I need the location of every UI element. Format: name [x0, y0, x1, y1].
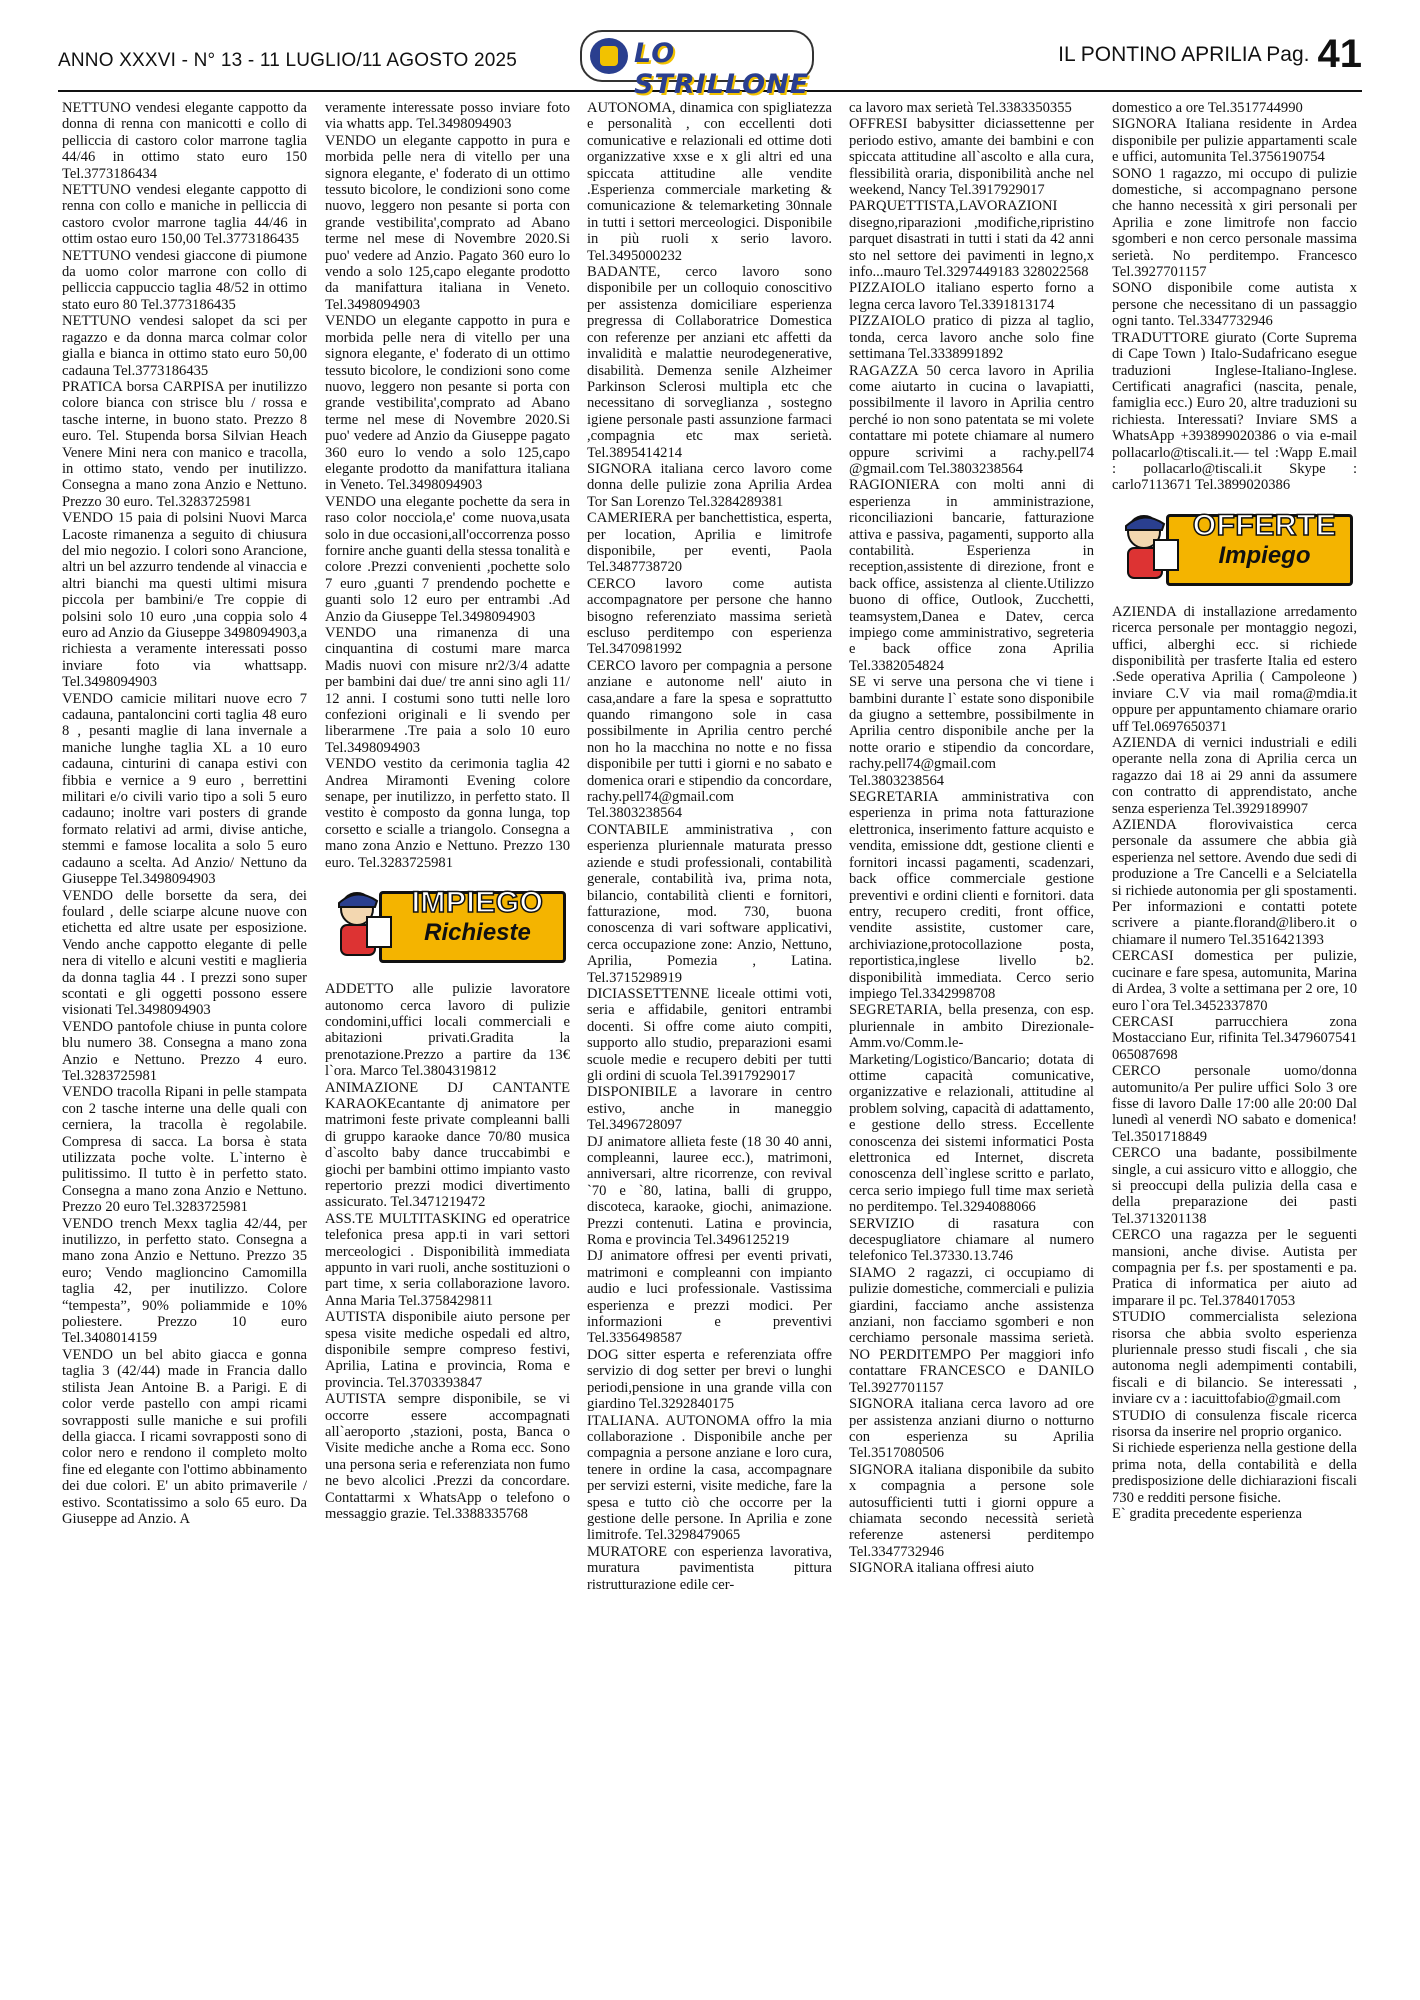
classified-ad: PRATICA borsa CARPISA per inutilizzo colore bianca con strisce blu / rossa e tasche interne, in buono stato. Prezzo 8 euro. Tel. Stupenda borsa Silvian Heach Venere Mini nera con manico e tracolla, in ottimo stato, vendo per inutilizzo. Consegna a mano zona Anzio e Nettuno. Prezzo 30 euro. Tel.3283725981	[62, 378, 307, 510]
classified-ad: VENDO pantofole chiuse in punta colore blu numero 38. Consegna a mano zona Anzio e Nettuno. Prezzo 4 euro. Tel.3283725981	[62, 1018, 307, 1084]
classified-ad: VENDO trench Mexx taglia 42/44, per inutilizzo, in perfetto stato. Consegna a mano zona Anzio e Nettuno. Prezzo 35 euro; Vendo maglioncino Camomilla taglia 42, per inutilizzo. Colore “tempesta”, 90% poliammide e 10% poliestere. Prezzo 10 euro Tel.3408014159	[62, 1215, 307, 1347]
column-3	[587, 100, 832, 1593]
classified-ad: CERCASI parrucchiera zona Mostacciano Eur, rifinita Tel.3479607541 065087698	[1112, 1013, 1357, 1063]
classified-ad: AZIENDA florovivaistica cerca personale da assumere che abbia già esperienza nel settore. Avendo due sedi di produzione a Tre Cancelli e a Selciatella si richiede autonomia per gli spostamenti. Per informazioni e contatti potete scrivere a piante.florand@libero.it o chiamare il numero Tel.3516421393	[1112, 817, 1357, 948]
classified-ad: NETTUNO vendesi salopet da sci per ragazzo e da donna marca colmar color gialla e bianca in ottimo stato euro 50,00 cadauna Tel.3773186435	[62, 313, 307, 379]
classified-ad: PIZZAIOLO pratico di pizza al taglio, tonda, cerca lavoro anche solo fine settimana Tel.3338991892	[849, 313, 1094, 363]
classified-ad: DOG sitter esperta e referenziata offre servizio di dog setter per brevi o lunghi periodi,pensione in una grande villa con giardino Tel.3292840175	[587, 1346, 832, 1413]
classified-ad: domestico a ore Tel.3517744990	[1112, 100, 1303, 116]
logo-text: LO STRILLONE	[634, 38, 810, 100]
classified-ad: TRADUTTORE giurato (Corte Suprema di Cape Town ) Italo-Sudafricano esegue traduzioni Inglese-Italiano-Inglese. Certificati anagrafici (nascita, penale, famiglia ecc.) Euro 20, altre traduzioni su richiesta. Interessati? Inviare SMS a WhatsApp +393899020386 o via e-mail pollacarlo@tiscali.it.— tel :Wapp E.mail : pollacarlo@tiscali.it Skype : carlo7113671 Tel.3899020386	[1112, 329, 1357, 494]
column-2	[325, 100, 570, 1523]
page-header	[58, 20, 1362, 100]
classified-ad: AZIENDA di vernici industriali e edili operante nella zona di Aprilia cerca un ragazzo dai 18 ai 29 anni da assumere con contratto di apprendistato, anche senza esperienza Tel.3929189907	[1112, 735, 1357, 817]
classified-ad: veramente interessate posso inviare foto via whatts app. Tel.3498094903	[325, 100, 570, 133]
ads-list	[849, 100, 1094, 1577]
ads-list	[325, 100, 570, 871]
classified-ad: SONO disponibile come autista x persone che necessitano di un passaggio ogni tanto. Tel.3347732946	[1112, 280, 1357, 330]
column-1	[62, 100, 307, 1527]
classified-ad: SEGRETARIA, bella presenza, con esp. pluriennale in ambito Direzionale-Amm.vo/Comm.le-Marketing/Logistico/Bancario; dotata di ottime capacità comunicative, organizzative e relazionali, attitudine al problem solving, capacità di adattamento, e gestione dello stress. Eccellente conoscenza dei sistemi informatici Posta elettronica ed Internet, discreta conoscenza dell`inglese scritto e parlato, cerca serio impiego full time max serietà no perditempo. Tel.3294088066	[849, 1002, 1094, 1216]
classified-ad: NETTUNO vendesi elegante cappotto da donna di renna con manicotti e collo di pelliccia di castoro color marrone taglia 44/46 in ottimo stato euro 150 Tel.3773186434	[62, 100, 307, 182]
impiego-richieste-banner	[325, 885, 570, 965]
classified-ad: Si richiede esperienza nella gestione della prima nota, della contabilità e della predisposizione delle dichiarazioni fiscali 730 e redditi persone fisiche.	[1112, 1440, 1357, 1506]
classified-ad: AUTISTA disponibile aiuto persone per spesa visite mediche ospedali ed altro, disponibile sempre compreso festivi, Aprilia, Latina e provincia, Roma e provincia. Tel.3703393847	[325, 1309, 570, 1391]
classified-ad: BADANTE, cerco lavoro sono disponibile per un colloquio conoscitivo per assistenza domiciliare esperienza pregressa di Collaboratrice Domestica con referenze per anziani etc affetti da invalidità e malattie neurodegenerative, disabilità. Demenza senile Alzheimer Parkinson Sclerosi multipla etc che necessitano di sorveglianza , sostegno igiene personale pasti assunzione farmaci ,compagnia etc max serietà. Tel.3895414214	[587, 264, 832, 461]
ads-list	[62, 100, 307, 1527]
classified-ad: DJ animatore allieta feste (18 30 40 anni, compleanni, lauree ecc.), matrimoni, anniversari, altre ricorrenze, con revival `70 e `80, latina, balli di gruppo, discoteca, karaoke, giochi, animazione. Prezzi contenuti. Latina e provincia, Roma e provincia Tel.3496125219	[587, 1133, 832, 1249]
classified-ad: PIZZAIOLO italiano esperto forno a legna cerca lavoro Tel.3391813174	[849, 280, 1094, 313]
classified-ad: ITALIANA. AUTONOMA offro la mia collaborazione . Disponibile anche per compagnia a persone anziane e loro cura, tenere in ordine la casa, accompagnare per servizi esterni, visite mediche, fare la spesa e tutto ciò che occorre per la gestione delle persone. In Aprilia e zone limitrofe. Tel.3298479065	[587, 1412, 832, 1544]
publication-name: IL PONTINO APRILIA Pag.	[1058, 43, 1310, 66]
classified-ad: VENDO una rimanenza di una cinquantina di costumi mare marca Madis nuovi con misure nr2/3/4 adatte per bambini dai due/ tre anni sino agli 11/ 12 anni. I costumi sono tutti nelle loro confezioni originali e li svendo per liberarmene .Tre paia a solo 10 euro Tel.3498094903	[325, 625, 570, 756]
column-4	[849, 100, 1094, 1577]
newsboy-mascot-icon	[590, 38, 628, 74]
ads-list	[1112, 604, 1357, 1523]
classified-ad: ANIMAZIONE DJ CANTANTE KARAOKEcantante dj animatore per matrimoni feste private compleanni balli di gruppo karaoke dance 70/80 musica d`ascolto baby dance truccabimbi e giochi per bambini ottimo impianto vasto repertorio prezzi modici divertimento assicurato. Tel.3471219472	[325, 1079, 570, 1211]
lo-strillone-logo	[580, 30, 814, 100]
banner-title: OFFERTE	[1192, 508, 1337, 542]
classified-ad: VENDO una elegante pochette da sera in raso color nocciola,e' come nuova,usata solo in due occasioni,all'occorrenza posso fornire anche guanti della stessa tonalità e colore .Prezzi convenienti ,pochette solo 7 euro ,guanti 7 prendendo pochette e guanti solo 12 euro per entrambi .Ad Anzio da Giuseppe Tel.3498094903	[325, 493, 570, 625]
offerte-impiego-banner	[1112, 508, 1357, 588]
classified-ad: STUDIO commercialista seleziona risorsa che abbia svolto esperienza pluriennale presso studi fiscali , che sia autonoma negli adempimenti contabili, fiscali e di bilancio. Se interessati , inviare cv a : iacuittofabio@gmail.com	[1112, 1309, 1357, 1408]
classified-ad: ADDETTO alle pulizie lavoratore autonomo cerca lavoro di pulizie condomini,uffici locali commerciali e abitazioni privati.Gradita la prenotazione.Prezzo a partire da 13€ l`ora. Marco Tel.3804319812	[325, 981, 570, 1080]
classified-ad: VENDO vestito da cerimonia taglia 42 Andrea Miramonti Evening colore senape, per inutilizzo, in perfetto stato. Il vestito è composto da gonna lunga, top corsetto e scialle a triangolo. Consegna a mano zona Anzio e Nettuno. Prezzo 130 euro. Tel.3283725981	[325, 756, 570, 871]
classified-ad: SIGNORA italiana offresi aiuto	[849, 1560, 1034, 1577]
classified-ad: VENDO camicie militari nuove ecro 7 cadauna, pantaloncini corti taglia 48 euro 8 , pesanti maglie di lana invernale a maniche lunghe taglia XL a 10 euro cadauna, cinturini di canapa estivi con fibbia e vernice a 9 euro , berrettini militari e/o civili vario tipo a soli 5 euro cadauno; inoltre vari posters di grande formato relativi ad armi, divise antiche, stemmi e famose localita a solo 5 euro cadauno a scelta. Ad Anzio/ Nettuno da Giuseppe Tel.3498094903	[62, 690, 307, 888]
classified-ad: ca lavoro max serietà Tel.3383350355	[849, 100, 1072, 116]
classified-ad: DISPONIBILE a lavorare in centro estivo, anche in maneggio Tel.3496728097	[587, 1084, 832, 1134]
column-5	[1112, 100, 1357, 1523]
classified-ad: VENDO tracolla Ripani in pelle stampata con 2 tasche interne una delle quali con cerniera, la tracolla è regolabile. Compresa di sacca. La borsa è stata utilizzata poche volte. L`interno è pulitissimo. Il tutto è in perfetto stato. Consegna a mano zona Anzio e Nettuno. Prezzo 20 euro Tel.3283725981	[62, 1084, 307, 1216]
banner-subtitle: Impiego	[1218, 541, 1311, 569]
classified-ad: SONO 1 ragazzo, mi occupo di pulizie domestiche, si accompagnano persone che hanno necessità x giri personali per Aprilia e zone limitrofe non faccio sgomberi e non cerco personale massima serietà. No perditempo. Francesco Tel.3927701157	[1112, 165, 1357, 281]
classified-ad: NETTUNO vendesi giaccone di piumone da uomo color marrone con collo di pelliccia cappuccio taglia 48/52 in ottimo stato euro 80 Tel.3773186435	[62, 247, 307, 313]
classified-ad: RAGAZZA 50 cerca lavoro in Aprilia come aiutarto in cucina o lavapiatti, possibilmente il lavoro in Aprilia centro perché io non sono patentata se mi volete contattare mi potete chiamare al numero oppure scrivimi a rachy.pell74 @gmail.com Tel.3803238564	[849, 362, 1094, 477]
classified-ad: DJ animatore offresi per eventi privati, matrimoni e compleanni con impianto audio e luci professionale. Vastissima esperienza e prezzi modici. Per informazioni e preventivi Tel.3356498587	[587, 1248, 832, 1347]
classified-ad: SIAMO 2 ragazzi, ci occupiamo di pulizie domestiche, commerciali e pulizia giardini, facciamo anche assistenza anziani, non facciamo sgomberi e non cerchiamo personale massima serietà. NO PERDITEMPO Per maggiori info contattare FRANCESCO e DANILO Tel.3927701157	[849, 1264, 1094, 1396]
classified-ad: SEGRETARIA amministrativa con esperienza in prima nota fatturazione elettronica, inserimento fatture acquisto e vendita, emissione ddt, gestione clienti e fornitori incassi pagamenti, scadenzari, back office commerciale gestione preventivi e ordini clienti e fornitori. data entry, recupero crediti, front office, vendite assistite, customer care, archiviazione,protocollazione posta, reportistica,inglese livello b2. disponibilità immediata. Cerco serio impiego Tel.3342998708	[849, 789, 1094, 1002]
classified-ad: CERCO lavoro per compagnia a persone anziane e autonome nell' aiuto in casa,andare a fare la spesa e soprattutto quando rimangono sole in casa possibilmente in Aprilia centro perché non ho la macchina no notte e no fissa disponibile per tutti i giorni e no sabato e domenica orari e stipendio da concordare, rachy.pell74@gmail.com Tel.3803238564	[587, 657, 832, 822]
page-number: 41	[1317, 32, 1362, 76]
classified-ad: VENDO 15 paia di polsini Nuovi Marca Lacoste rimanenza a seguito di chiusura del mio negozio. I colori sono Arancione, altri un bel azzurro tendende al vinaccia e altri bianchi ma questi ultimi misura piccola per bambini/e Tre coppie di polsini solo 10 euro ,una coppia solo 4 euro ad Anzio da Giuseppe 3498094903,a richiesta a veramente interessati posso inviare foto via whattsapp. Tel.3498094903	[62, 510, 307, 691]
issue-line: ANNO XXXVI - N° 13 - 11 LUGLIO/11 AGOSTO 2025	[58, 50, 518, 71]
ads-list	[325, 981, 570, 1522]
classified-ad: CERCO una ragazza per le seguenti mansioni, anche divise. Autista per compagnia per f.s. per spostamenti e pa. Pratica di informatica per aiuto ad imparare il pc. Tel.3784017053	[1112, 1227, 1357, 1309]
ads-list	[1112, 100, 1357, 494]
classified-ad: PARQUETTISTA,LAVORAZIONI disegno,riparazioni ,modifiche,ripristino parquet disastrati in tutti i stati da 42 anni sto nel settore dei pavimenti in legno,x info...mauro Tel.3297449183 328022568	[849, 198, 1094, 281]
classified-ad: AUTONOMA, dinamica con spigliatezza e personalità , con eccellenti doti comunicative e relazionali ed ottime doti organizzative xxse e x gli altri ed una spiccata attitudine alle vendite .Esperienza commerciale marketing & comunicazione & telemarketing 30nnale in tutti i settori merceologici. Disponibile in più ruoli x serio lavoro. Tel.3495000232	[587, 100, 832, 264]
classified-ad: CAMERIERA per banchettistica, esperta, per location, Aprilia e limitrofe disponibile, per eventi, Paola Tel.3487738720	[587, 510, 832, 576]
classified-ad: VENDO delle borsette da sera, dei foulard , delle sciarpe alcune nuove con etichetta ed altre usate per esposizione. Vendo anche cappotto elegante di pelle nera di vitello e alcuni vestiti e maglieria da donna taglia 44 . I prezzi sono super scontati e gli oggetti possono essere visionati Tel.3498094903	[62, 887, 307, 1019]
ads-list	[587, 100, 832, 1593]
classified-ad: CERCO una badante, possibilmente single, a cui assicuro vitto e alloggio, che si preoccupi della pulizia della casa e della preparazione dei pasti Tel.3713201138	[1112, 1145, 1357, 1227]
classified-ad: SIGNORA Italiana residente in Ardea disponibile per pulizie appartamenti scale e uffici, automunita Tel.3756190754	[1112, 116, 1357, 166]
classified-ad: NETTUNO vendesi elegante cappotto di renna con collo e maniche in pelliccia di castoro cvolor marrone taglia 44/46 in ottim ostao euro 150,00 Tel.3773186435	[62, 182, 307, 248]
classified-ad: VENDO un elegante cappotto in pura e morbida pelle nera di vitello per una signora elegante, e' foderato di un ottimo tessuto bicolore, le condizioni sono come nuovo, leggero non pesante si porta con grande vestibilita',comprato ad Abano terme nel mese di Novembre 2020.Si puo' vedere ad Anzio da Giuseppe pagato 360 euro lo vendo a solo 125,capo elegante prodotto da manifattura italiana in Veneto. Tel.3498094903	[325, 313, 570, 494]
classified-ad: RAGIONIERA con molti anni di esperienza in amministrazione, riconciliazioni bancarie, fatturazione attiva e passiva, pagamenti, supporto alla contabilità. Esperienza in reception,assistente di direzione, front e back office, assistenza al cliente.Utilizzo buono di office, Outlook, Zucchetti, teamsystem,Danea e Datev, cerca impiego come amministrativo, segreteria e back office zona Aprilia Tel.3382054824	[849, 477, 1094, 674]
newsboy-mascot-icon	[1114, 510, 1182, 584]
newsboy-mascot-icon	[327, 887, 395, 961]
classified-ad: SIGNORA italiana disponibile da subito x compagnia a persone sole autosufficienti tutti i giorni oppure a chiamata secondo necessità serietà referenze astenersi perditempo Tel.3347732946	[849, 1461, 1094, 1560]
banner-subtitle: Richieste	[424, 919, 531, 947]
classified-ad: AZIENDA di installazione arredamento ricerca personale per montaggio negozi, uffici, alberghi ecc. si richiede disponibilità per trasferte Italia ed estero .Sede operativa Aprilia ( Campoleone ) inviare C.V via mail roma@mdia.it oppure per appuntamento chiamare orario uff Tel.0697650371	[1112, 603, 1357, 735]
classified-ad: SIGNORA italiana cerca lavoro ad ore per assistenza anziani diurno o notturno con esperienza su Aprilia Tel.3517080506	[849, 1396, 1094, 1462]
classified-ad: CERCO lavoro come autista accompagnatore per persone che hanno bisogno referenziato massima serietà escluso perditempo con esperienza Tel.3470981992	[587, 575, 832, 658]
classified-ad: CERCASI domestica per pulizie, cucinare e fare spesa, automunita, Marina di Ardea, 3 volte a settimana per 2 ore, 10 euro l`ora Tel.3452337870	[1112, 948, 1357, 1014]
classified-ad: AUTISTA sempre disponibile, se vi occorre essere accompagnati all`aeroporto ,stazioni, posta, Banca o Visite mediche anche a Roma ecc. Sono una persona seria e referenziata non fumo ne bevo alcolici .Prezzi da concordare. Contattarmi x WhatsApp o telefono o messaggio grazie. Tel.3388335768	[325, 1391, 570, 1523]
classified-ad: MURATORE con esperienza lavorativa, muratura pavimentista pittura ristrutturazione edile cer-	[587, 1543, 832, 1593]
classified-ad: DICIASSETTENNE liceale ottimi voti, seria e affidabile, genitori entrambi docenti. Si offre come aiuto compiti, supporto allo studio, preparazioni esami scuole medie e recupero debiti per tutti gli ordini di scuola Tel.3917929017	[587, 985, 832, 1084]
classified-ad: VENDO un elegante cappotto in pura e morbida pelle nera di vitello per una signora elegante, e' foderato di un ottimo tessuto bicolore, le condizioni sono come nuovo, leggero non pesante si porta con grande vestibilita',comprato ad Abano terme nel mese di Novembre 2020.Si puo' vedere ad Anzio. Pagato 360 euro lo vendo a solo 125,capo elegante prodotto da manifattura italiana in Veneto. Tel.3498094903	[325, 132, 570, 313]
classified-ad: SIGNORA italiana cerco lavoro come donna delle pulizie zona Aprilia Ardea Tor San Lorenzo Tel.3284289381	[587, 460, 832, 510]
classified-ad: ASS.TE MULTITASKING ed operatrice telefonica presa app.ti in vari settori merceologici . Disponibilità immediata appunto in vari ruoli, anche sostituzioni o part time, x seria collaborazione lavoro. Anna Maria Tel.3758429811	[325, 1210, 570, 1309]
classified-ad: CERCO personale uomo/donna automunito/a Per pulire uffici Solo 3 ore fisse di lavoro Dalle 17:00 alle 20:00 Dal lunedì al venerdì NO sabato e domenica! Tel.3501718849	[1112, 1063, 1357, 1145]
classified-ad: SERVIZIO di rasatura con decespugliatore chiamare al numero telefonico Tel.37330.13.746	[849, 1215, 1094, 1265]
classified-ad: SE vi serve una persona che vi tiene i bambini durante l` estate sono disponibile da giugno a settembre, possibilmente in Aprilia centro disponibile anche per la notte orario e stipendio da concordare, rachy.pell74@gmail.com Tel.3803238564	[849, 674, 1094, 789]
classified-ad: STUDIO di consulenza fiscale ricerca risorsa da inserire nel proprio organico.	[1112, 1407, 1357, 1441]
classified-ad: OFFRESI babysitter diciassettenne per periodo estivo, amante dei bambini e con spiccata attitudine all`ascolto e alla cura, flessibilità oraria, disponibilità anche nel weekend, Nancy Tel.3917929017	[849, 116, 1094, 199]
publication-line	[1058, 32, 1362, 77]
classified-ad: CONTABILE amministrativa , con esperienza pluriennale maturata presso aziende e studi professionali, contabilità generale, contabilità iva, prima nota, bilancio, contabilità clienti e fornitori, fatturazione, mod. 730, buona conoscenza di vari software applicativi, cerca occupazione zone: Anzio, Nettuno, Aprilia, Pomezia , Latina. Tel.3715298919	[587, 821, 832, 986]
banner-title: IMPIEGO	[411, 886, 544, 920]
classified-ad: VENDO un bel abito giacca e gonna taglia 3 (42/44) made in Francia dallo stilista Jean Antoine B. a Parigi. E di color verde pastello con ampi ricami sovrapposti sulle maniche e sui profili della giacca. I ricami sovrapposti sono di color nero e rendono il completo molto fine ed elegante con l'ottimo abbinamento dei due colori. E' un abito primaverile / estivo. Scontatissimo a solo 65 euro. Da Giuseppe ad Anzio. A	[62, 1346, 307, 1527]
classified-ad: E` gradita precedente esperienza	[1112, 1506, 1303, 1523]
